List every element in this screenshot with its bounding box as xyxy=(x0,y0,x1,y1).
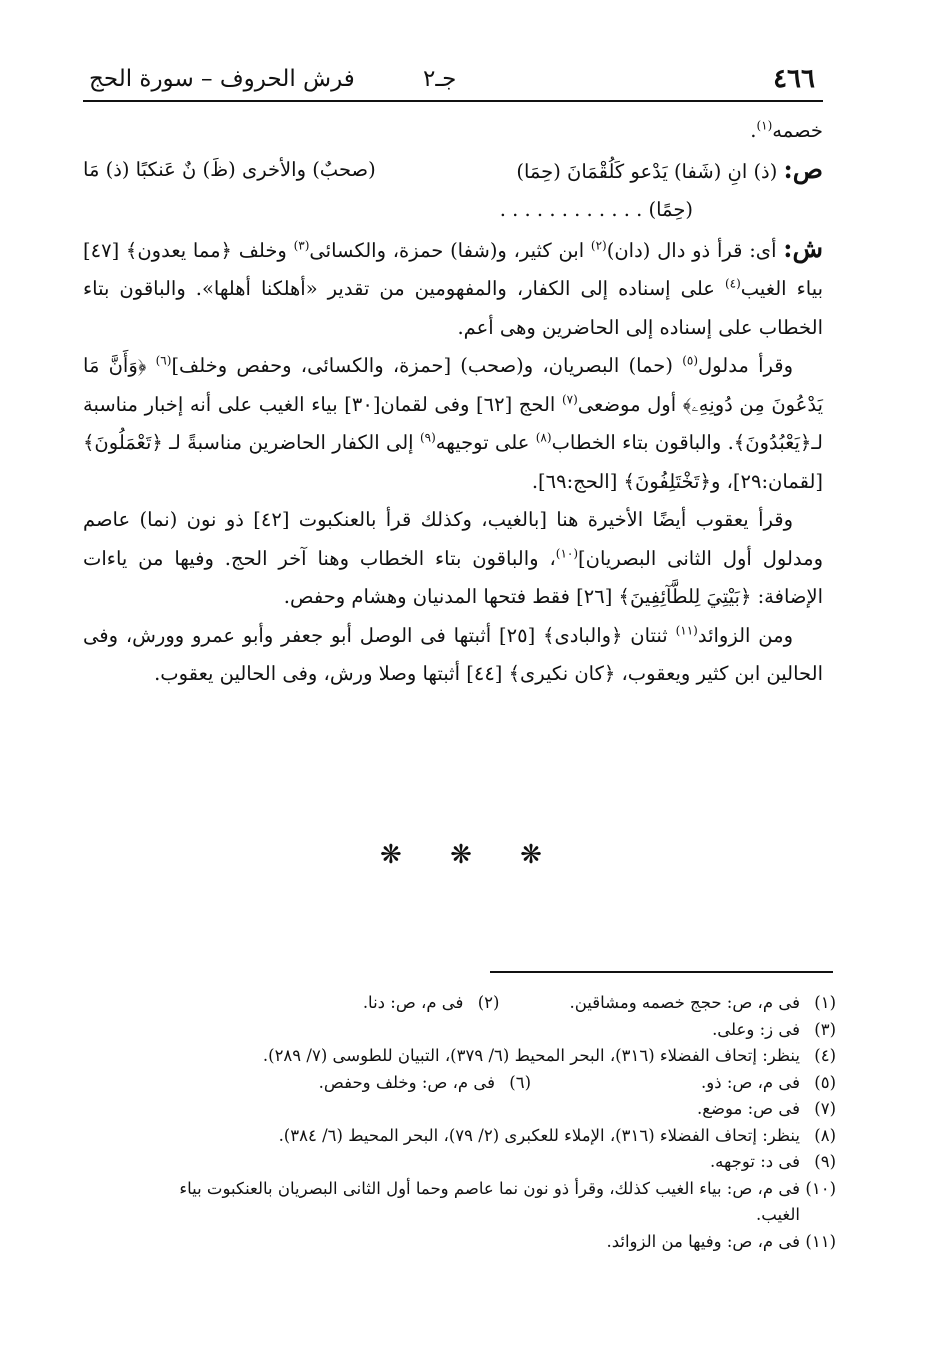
footnote-item: (٤)ينظر: إتحاف الفضلاء (٣١٦)، البحر المحيط (٦/ ٣٧٩)، التبيان للطوسى (٧/ ٢٨٩). xyxy=(262,1046,836,1065)
page-number: ٤٦٦ xyxy=(773,64,815,94)
footnote-item: (٥)فى م، ص: ذو. xyxy=(701,1072,836,1092)
shin-label: ش: xyxy=(783,233,823,263)
footnote-ref: (٩) xyxy=(419,430,436,445)
footnote-item: (١٠)فى م، ص: بياء الغيب كذلك، وقرأ ذو نون نما عاصم وحما أول الثانى البصريان بالعنكبوت بياء الغيب. xyxy=(179,1178,836,1224)
footnote-item: (١)فى م، ص: حجج خصمه ومشاقين. xyxy=(569,993,836,1012)
footnote-ref: (٥) xyxy=(682,353,699,368)
commentary-paragraph-4: ومن الزوائد$^{(١١)}$ ثنتان ﴿والبادى﴾ [٢٥] أثبتها فى الوصل أبو جعفر وأبو عمرو وورش، وفى الحالين ابن كثير ويعقوب، ﴿كان نكيرى﴾ [٤٤] أثبتها وصلا ورش، وفى الحالين يعقوب. xyxy=(83,623,823,685)
footnote-ref: (٤) xyxy=(724,276,741,291)
running-title: فرش الحروف – سورة الحج xyxy=(89,66,355,92)
footnote-ref: (١١) xyxy=(675,623,698,637)
footnote-row xyxy=(96,1070,836,1097)
footnote-item: (٦)فى م، ص: وخلف وحفص. xyxy=(318,1072,532,1092)
footnote-ref: (٢) xyxy=(590,238,607,252)
page-header xyxy=(83,58,823,102)
footnote-ref: (٣) xyxy=(293,238,310,252)
verse-hemistich-3: (حِمًا) . . . . xyxy=(598,198,693,221)
verse-line-2 xyxy=(83,191,823,230)
volume-label: جـ٢ xyxy=(423,66,457,92)
footnote-item: (٩)فى د: توجهه. xyxy=(709,1152,836,1171)
commentary-paragraph-2: وقرأ مدلول$^{(٥)}$ (حما) البصريان، و(صحب) [حمزة، والكسائى، وحفص وخلف]$^{(٦)}$ ﴿وَأَنَّ مَا يَدْعُونَ مِن دُونِهِۦ﴾ أول موضعى$^{(٧)}$ الحج [٦٢] وفى لقمان[٣٠] بياء الغيب على أنه إخبار مناسبة لـ﴿يَعْبُدُونَ﴾. والباقون بتاء الخطاب$^{(٨)}$ على توجيهه$^{(٩)}$ إلى الكفار الحاضرين مناسبةً لـ ﴿تَعْمَلُونَ﴾ [لقمان:٢٩]، و﴿تَخْتَلِفُونَ﴾ [الحج:٦٩]. xyxy=(83,353,824,493)
footnotes xyxy=(96,990,836,1255)
footnote-item: (٣)فى ز: وعلى. xyxy=(712,1019,836,1039)
commentary-paragraph-1: ش: أى: قرأ ذو دال (دان)$^{(٢)}$ ابن كثير، و(شفا) حمزة، والكسائى$^{(٣)}$ وخلف ﴿مما يعدون﴾ [٤٧] بياء الغيب$^{(٤)}$ على إسناده إلى الكفار، والمفهومين من تقدير «أهلكنا أهلها». والباقون بتاء الخطاب على إسناده إلى الحاضرين وهى أعم. xyxy=(83,233,824,339)
footnote-row xyxy=(96,990,836,1017)
verse-line xyxy=(83,151,823,192)
footnote-ref: (٨) xyxy=(535,430,552,445)
footnote-ref: (٦) xyxy=(155,353,172,368)
verse-hemistich-1: (ذ) انِ (شَفا) يَدْعو كَلُقْمَانَ (حِمَا) xyxy=(516,159,778,183)
section-divider-stars: ❋ ❋ ❋ xyxy=(380,840,562,870)
sad-label: ص: xyxy=(783,154,823,184)
verse-hemistich-2: (صحبٌ) والأخرى (ظَ) نٌ عَنكبًا (ذ) مَا xyxy=(83,157,376,181)
footnote-item: (٨)ينظر: إتحاف الفضلاء (٣١٦)، الإملاء للعكبرى (٢/ ٧٩)، البحر المحيط (٦/ ٣٨٤). xyxy=(278,1125,836,1145)
paragraph-continuation: خصمه$^{(١)}$. xyxy=(750,118,823,142)
footnote-item: (٧)فى ص: موضع. xyxy=(696,1099,836,1118)
commentary-paragraph-3: وقرأ يعقوب أيضًا الأخيرة هنا [بالغيب، وكذلك قرأ بالعنكبوت [٤٢] ذو نون (نما) عاصم ومدلول أول الثانى البصريان]$^{(١٠)}$، والباقون بتاء الخطاب وهنا آخر الحج. وفيها من ياءات الإضافة: ﴿بَيْتِيَ لِلطَّآئِفِينَ﴾ [٢٦] فقط فتحها المدنيان وهشام وحفص. xyxy=(83,508,823,608)
footnote-item: (١١)فى م، ص: وفيها من الزوائد. xyxy=(606,1231,836,1251)
main-text xyxy=(83,112,823,694)
footnote-item: (٢)فى م، ص: دنا. xyxy=(362,993,500,1012)
footnote-ref: (٧) xyxy=(561,392,578,406)
footnote-ref: (١٠) xyxy=(555,546,579,560)
verse-dots: . . . . . . . . xyxy=(499,198,593,221)
footnote-ref: (١) xyxy=(756,118,773,133)
footnote-rule xyxy=(490,971,833,973)
